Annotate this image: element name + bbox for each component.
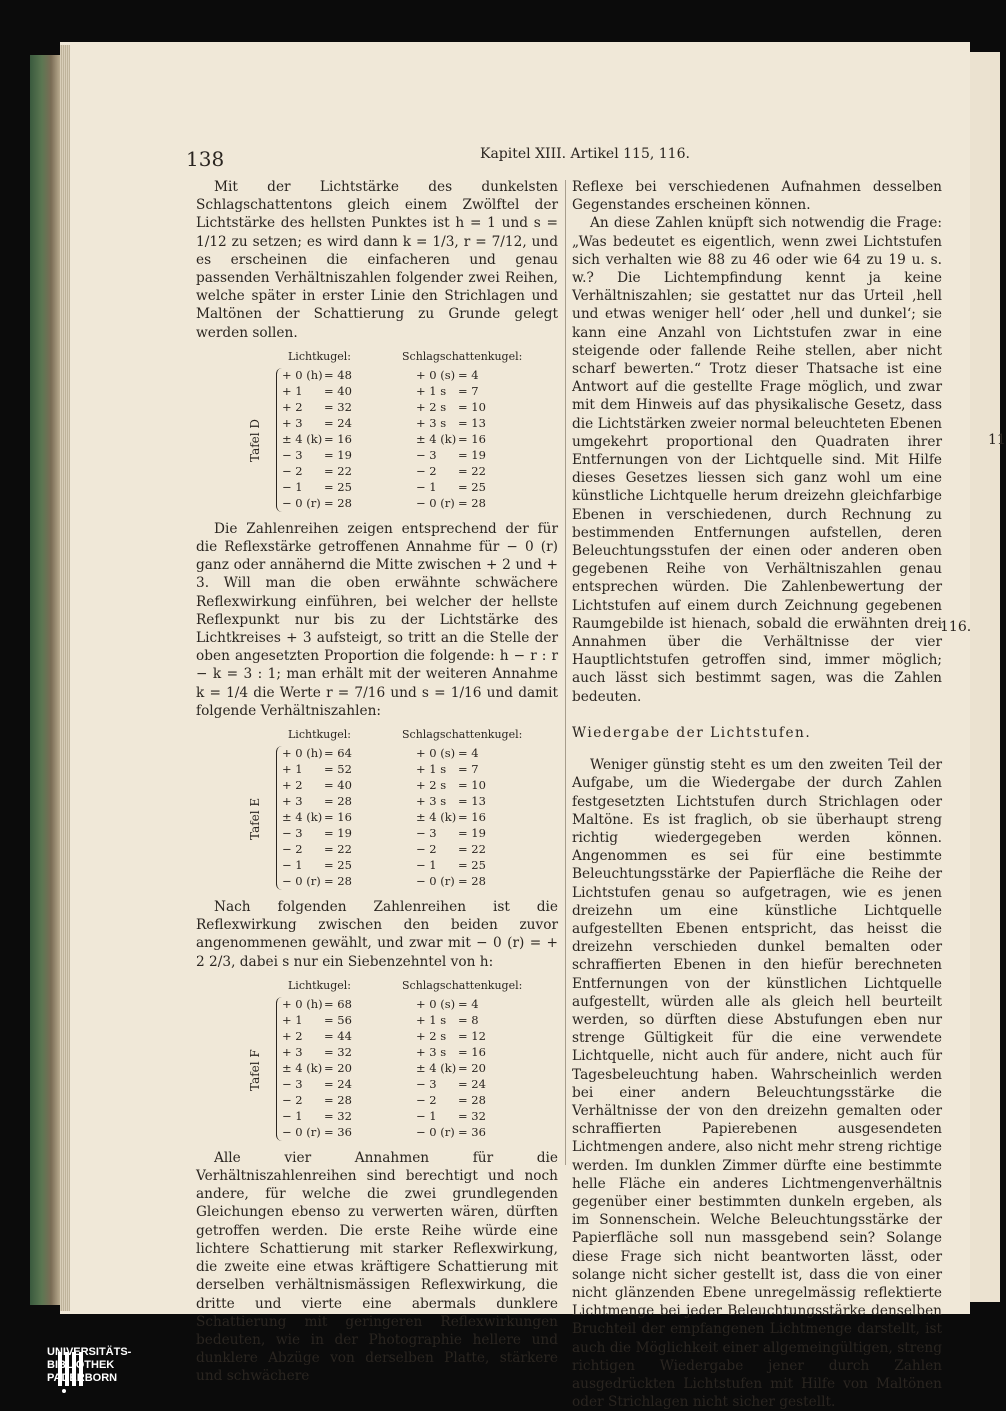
table-brace bbox=[276, 997, 283, 1141]
table-cell: = 16 bbox=[324, 431, 352, 446]
table-cell: = 4 bbox=[458, 367, 479, 382]
table-cell: + 1 s bbox=[416, 762, 447, 777]
table-cell: = 22 bbox=[458, 842, 486, 857]
table-row bbox=[196, 995, 558, 1011]
table-cell: + 0 (h) bbox=[282, 746, 323, 761]
left-column bbox=[196, 178, 558, 1386]
table-cell: − 0 (r) bbox=[416, 1124, 455, 1139]
table-cell: = 16 bbox=[458, 431, 486, 446]
table-cell: = 19 bbox=[324, 826, 352, 841]
table-brace bbox=[276, 368, 283, 512]
table-cell: = 10 bbox=[458, 778, 486, 793]
table-cell: = 28 bbox=[324, 1092, 352, 1107]
table-cell: − 2 bbox=[416, 463, 437, 478]
paragraph: Die Zahlenreihen zeigen entsprechend der für die Reflexstärke getroffenen Annahme für − 0 (r) ganz oder annähernd die Mitte zwischen + 2 und + 3. Will man die oben erwähnte schwächere Reflexwirkung einführen, bei welcher der hellste Reflexpunkt nur bis zu der Lichtstärke des Lichtkreises + 3 aufsteigt, so tritt an die Stelle der oben angesetzten Proportion die folgende: h − r : r − k = 3 : 1; man erhält mit der weiteren Annahme k = 1/4 die Werte r = 7/16 und s = 1/16 und damit folgende Verhältniszahlen: bbox=[196, 520, 558, 719]
table-cell: + 0 (s) bbox=[416, 996, 456, 1011]
table-cell: + 0 (h) bbox=[282, 996, 323, 1011]
table-cell: + 1 s bbox=[416, 383, 447, 398]
table-cell: − 3 bbox=[416, 1076, 437, 1091]
table-cell: = 24 bbox=[324, 1076, 352, 1091]
table-cell: = 25 bbox=[324, 479, 352, 494]
table-cell: + 1 bbox=[282, 762, 303, 777]
table-row bbox=[196, 840, 558, 856]
table-row bbox=[196, 1091, 558, 1107]
table-cell: = 25 bbox=[324, 858, 352, 873]
table-row bbox=[196, 760, 558, 776]
table-cell: = 7 bbox=[458, 383, 479, 398]
table-tafel-d bbox=[196, 348, 558, 510]
table-cell: − 0 (r) bbox=[416, 874, 455, 889]
table-cell: = 44 bbox=[324, 1028, 352, 1043]
table-row bbox=[196, 776, 558, 792]
table-cell: = 19 bbox=[324, 447, 352, 462]
table-cell: = 13 bbox=[458, 794, 486, 809]
table-cell: − 0 (r) bbox=[282, 874, 321, 889]
table-cell: = 16 bbox=[458, 1044, 486, 1059]
table-cell: − 1 bbox=[282, 858, 303, 873]
table-cell: + 3 bbox=[282, 415, 303, 430]
table-cell: = 28 bbox=[324, 495, 352, 510]
table-cell: = 13 bbox=[458, 415, 486, 430]
table-cell: = 32 bbox=[324, 399, 352, 414]
table-cell: − 1 bbox=[416, 1108, 437, 1123]
table-cell: + 2 bbox=[282, 778, 303, 793]
table-cell: − 2 bbox=[282, 842, 303, 857]
paragraph: An diese Zahlen knüpft sich notwendig die Frage: „Was bedeutet es eigentlich, wenn zwei Lichtstufen sich verhalten wie 88 zu 46 oder wie 64 zu 19 u. s. w.? Die Lichtempfindung kennt ja keine Verhältniszahlen; sie gestattet nur das Urteil ‚hell und etwas weniger hell‘ oder ‚hell und dunkel‘; sie kann eine Anzahl von Lichtstufen zwar in eine steigende oder fallende Reihe stellen, aber nicht scharf bewerten.“ Trotz dieser Thatsache ist eine Antwort auf die gestellte Frage möglich, und zwar mit dem Hinweis auf das physikalische Gesetz, dass die Lichtstärken zweier normal beleuchteten Ebenen umgekehrt proportional den Quadraten ihrer Entfernungen von der Lichtquelle sind. Mit Hilfe dieses Gesetzes liessen sich ganz wohl um eine künstliche Lichtquelle herum dreizehn gleichfarbige Ebenen in verschiedenen, durch Rechnung zu bestimmenden Entfernungen aufstellen, deren Beleuchtungsstufen der einen oder anderen oben gegebenen Reihe von Verhältniszahlen genau entsprechen würden. Die Zahlenbewertung der Lichtstufen auf einem durch Zeichnung gegebenen Raumgebilde ist hienach, sobald die erwähnten drei Annahmen über die Verhältnisse der vier Hauptlichtstufen getroffen sind, immer möglich; auch lässt sich bestimmt sagen, was die Zahlen bedeuten. bbox=[572, 215, 942, 705]
table-header bbox=[196, 348, 558, 366]
table-cell: = 19 bbox=[458, 447, 486, 462]
table-row bbox=[196, 872, 558, 888]
column-head-shadow: Schlagschattenkugel: bbox=[402, 728, 523, 742]
paragraph: Alle vier Annahmen für die Verhältniszahlenreihen sind berechtigt und noch andere, für welche die zwei grundlegenden Gleichungen ebenso zu verwerten wären, dürften getroffen werden. Die erste Reihe würde eine lichtere Schattierung mit starker Reflexwirkung, die zweite eine etwas kräftigere Schattierung mit derselben verhältnismässigen Reflexwirkung, die dritte und vierte eine abermals dunklere Schattierung mit geringeren Reflexwirkungen bedeuten, wie in der Photographie hellere und dunklere Abzüge von derselben Platte, stärkere und schwächere bbox=[196, 1149, 558, 1385]
table-cell: + 3 s bbox=[416, 794, 447, 809]
table-cell: = 10 bbox=[458, 399, 486, 414]
running-title: Kapitel XIII. Artikel 115, 116. bbox=[480, 146, 690, 162]
table-cell: = 36 bbox=[324, 1124, 352, 1139]
table-cell: = 28 bbox=[458, 1092, 486, 1107]
library-name: UNIVERSITÄTS- BIBLIOTHEK PADERBORN bbox=[47, 1346, 132, 1384]
page-edges bbox=[60, 45, 70, 1311]
table-row bbox=[196, 1011, 558, 1027]
table-cell: − 1 bbox=[416, 479, 437, 494]
column-head-light: Lichtkugel: bbox=[288, 349, 352, 363]
table-cell: − 3 bbox=[282, 447, 303, 462]
table-tafel-f bbox=[196, 977, 558, 1139]
table-cell: = 16 bbox=[324, 810, 352, 825]
table-cell: = 16 bbox=[458, 810, 486, 825]
table-cell: = 8 bbox=[458, 1012, 479, 1027]
table-row bbox=[196, 1107, 558, 1123]
table-cell: = 52 bbox=[324, 762, 352, 777]
table-cell: + 2 bbox=[282, 1028, 303, 1043]
table-cell: − 2 bbox=[282, 1092, 303, 1107]
table-cell: ± 4 (k) bbox=[282, 1060, 323, 1075]
table-cell: ± 4 (k) bbox=[282, 810, 323, 825]
column-head-shadow: Schlagschattenkugel: bbox=[402, 978, 523, 992]
table-cell: − 3 bbox=[416, 447, 437, 462]
table-row bbox=[196, 1123, 558, 1139]
table-brace bbox=[276, 746, 283, 890]
table-cell: = 28 bbox=[458, 495, 486, 510]
table-cell: + 0 (h) bbox=[282, 367, 323, 382]
table-cell: + 2 s bbox=[416, 399, 447, 414]
table-cell: − 1 bbox=[282, 479, 303, 494]
table-cell: ± 4 (k) bbox=[416, 810, 457, 825]
table-cell: = 56 bbox=[324, 1012, 352, 1027]
table-cell: = 25 bbox=[458, 479, 486, 494]
table-cell: = 64 bbox=[324, 746, 352, 761]
table-cell: − 3 bbox=[416, 826, 437, 841]
column-head-light: Lichtkugel: bbox=[288, 728, 352, 742]
table-cell: = 28 bbox=[324, 874, 352, 889]
table-cell: ± 4 (k) bbox=[282, 431, 323, 446]
table-cell: + 1 s bbox=[416, 1012, 447, 1027]
table-cell: = 22 bbox=[458, 463, 486, 478]
table-cell: = 32 bbox=[324, 1044, 352, 1059]
table-cell: − 3 bbox=[282, 826, 303, 841]
table-row bbox=[196, 382, 558, 398]
table-cell: + 3 s bbox=[416, 1044, 447, 1059]
table-cell: = 4 bbox=[458, 746, 479, 761]
table-row bbox=[196, 1027, 558, 1043]
page-number: 138 bbox=[186, 147, 225, 171]
table-cell: + 1 bbox=[282, 1012, 303, 1027]
table-cell: = 12 bbox=[458, 1028, 486, 1043]
paragraph: Mit der Lichtstärke des dunkelsten Schlagschattentons gleich einem Zwölftel der Lichtstärke des hellsten Punktes ist h = 1 und s = 1/12 zu setzen; es wird dann k = 1/3, r = 7/12, und es erscheinen die einfacheren und genau passenden Verhältniszahlen folgender zwei Reihen, welche später in erster Linie den Strichlagen und Maltönen der Schattierung zu Grunde gelegt werden sollen. bbox=[196, 179, 558, 341]
table-header bbox=[196, 977, 558, 995]
table-cell: = 32 bbox=[458, 1108, 486, 1123]
book-spine bbox=[30, 55, 60, 1305]
table-cell: + 3 bbox=[282, 1044, 303, 1059]
table-cell: − 0 (r) bbox=[282, 1124, 321, 1139]
table-cell: − 0 (r) bbox=[416, 495, 455, 510]
table-row bbox=[196, 744, 558, 760]
table-cell: − 1 bbox=[416, 858, 437, 873]
table-cell: = 20 bbox=[324, 1060, 352, 1075]
table-cell: = 28 bbox=[324, 794, 352, 809]
table-cell: = 7 bbox=[458, 762, 479, 777]
column-head-shadow: Schlagschattenkugel: bbox=[402, 349, 523, 363]
table-cell: + 1 bbox=[282, 383, 303, 398]
table-cell: − 2 bbox=[282, 463, 303, 478]
table-cell: + 0 (s) bbox=[416, 367, 456, 382]
table-row bbox=[196, 494, 558, 510]
table-cell: − 2 bbox=[416, 1092, 437, 1107]
table-cell: + 0 (s) bbox=[416, 746, 456, 761]
table-cell: − 3 bbox=[282, 1076, 303, 1091]
table-row bbox=[196, 856, 558, 872]
paragraph: Nach folgenden Zahlenreihen ist die Reflexwirkung zwischen den beiden zuvor angenommenen gewählt, und zwar mit − 0 (r) = + 2 2/3, dabei s nur ein Siebenzehntel von h: bbox=[196, 899, 558, 970]
paragraph: Weniger günstig steht es um den zweiten Teil der Aufgabe, um die Wiedergabe der durch Zahlen festgesetzten Lichtstufen durch Strichlagen oder Maltöne. Es ist fraglich, ob sie überhaupt streng richtig wiedergegeben werden können. Angenommen es sei für eine bestimmte Beleuchtungsstärke der Papierfläche die Reihe der Lichtstufen genau so aufgetragen, wie es jenen dreizehn um eine künstliche Lichtquelle aufgestellten Ebenen entspricht, das heisst die dreizehn verschieden dunkel bemalten oder schraffierten Ebenen in den hiefür berechneten Entfernungen von der künstlichen Lichtquelle aufgestellt, würden alle als gleich hell beurteilt werden, so dürften diese Abstufungen eben nur strenge Gültigkeit für die eine verwendete Lichtquelle, nicht auch für andere, nicht auch für Tagesbeleuchtung haben. Wahrscheinlich werden bei einer andern Beleuchtungsstärke die Verhältnisse der von den dreizehn gemalten oder schraffierten Papierebenen ausgesendeten Lichtmengen andere, also nicht mehr streng richtige werden. Im dunklen Zimmer dürfte eine bestimmte helle Fläche ein anderes Lichtmengenverhältnis gegenüber einer bestimmten dunkeln ergeben, als im Sonnenschein. Welche Beleuchtungsstärke der Papierfläche soll nun massgebend sein? Solange diese Frage sich nicht beantworten lässt, oder solange nicht sicher gestellt ist, dass die von einer nicht glänzenden Ebene unregelmässig reflektierte Lichtmenge bei jeder Beleuchtungsstärke denselben Bruchteil der empfangenen Lichtmenge darstellt, ist auch die Möglichkeit einer allgemeingültigen, streng richtigen Wiedergabe jener durch Zahlen ausgedrückten Lichtstufen mit Hilfe von Maltönen oder Strichlagen nicht sicher gestellt. bbox=[572, 757, 942, 1411]
table-row bbox=[196, 366, 558, 382]
section-title: Wiedergabe der Lichtstufen. bbox=[572, 724, 812, 741]
page-header bbox=[170, 143, 960, 171]
table-cell: = 20 bbox=[458, 1060, 486, 1075]
right-column bbox=[572, 178, 942, 1411]
table-cell: = 24 bbox=[324, 415, 352, 430]
table-row bbox=[196, 478, 558, 494]
table-cell: = 24 bbox=[458, 1076, 486, 1091]
section-number: 116. bbox=[940, 619, 972, 635]
table-cell: − 2 bbox=[416, 842, 437, 857]
table-cell: ± 4 (k) bbox=[416, 1060, 457, 1075]
table-cell: + 2 s bbox=[416, 1028, 447, 1043]
table-cell: = 40 bbox=[324, 778, 352, 793]
table-row bbox=[196, 398, 558, 414]
facing-page-edge bbox=[970, 52, 1000, 1302]
table-cell: = 68 bbox=[324, 996, 352, 1011]
table-cell: + 3 bbox=[282, 794, 303, 809]
table-label: Tafel D bbox=[248, 418, 262, 462]
table-cell: = 22 bbox=[324, 463, 352, 478]
column-rule bbox=[565, 180, 566, 1165]
table-cell: = 4 bbox=[458, 996, 479, 1011]
table-cell: − 1 bbox=[282, 1108, 303, 1123]
table-cell: + 3 s bbox=[416, 415, 447, 430]
table-cell: = 48 bbox=[324, 367, 352, 382]
table-cell: = 32 bbox=[324, 1108, 352, 1123]
table-cell: ± 4 (k) bbox=[416, 431, 457, 446]
table-label: Tafel F bbox=[248, 1049, 262, 1091]
table-cell: = 28 bbox=[458, 874, 486, 889]
table-cell: = 36 bbox=[458, 1124, 486, 1139]
table-cell: = 19 bbox=[458, 826, 486, 841]
table-header bbox=[196, 726, 558, 744]
table-cell: − 0 (r) bbox=[282, 495, 321, 510]
table-tafel-e bbox=[196, 726, 558, 888]
table-cell: + 2 bbox=[282, 399, 303, 414]
table-cell: = 22 bbox=[324, 842, 352, 857]
table-cell: = 25 bbox=[458, 858, 486, 873]
table-row bbox=[196, 462, 558, 478]
section-heading bbox=[572, 724, 942, 742]
table-cell: = 40 bbox=[324, 383, 352, 398]
table-cell: + 2 s bbox=[416, 778, 447, 793]
column-head-light: Lichtkugel: bbox=[288, 978, 352, 992]
paragraph: Reflexe bei verschiedenen Aufnahmen desselben Gegenstandes erscheinen können. bbox=[572, 179, 942, 214]
table-label: Tafel E bbox=[248, 797, 262, 841]
facing-page-mark: 11 bbox=[988, 432, 1006, 448]
